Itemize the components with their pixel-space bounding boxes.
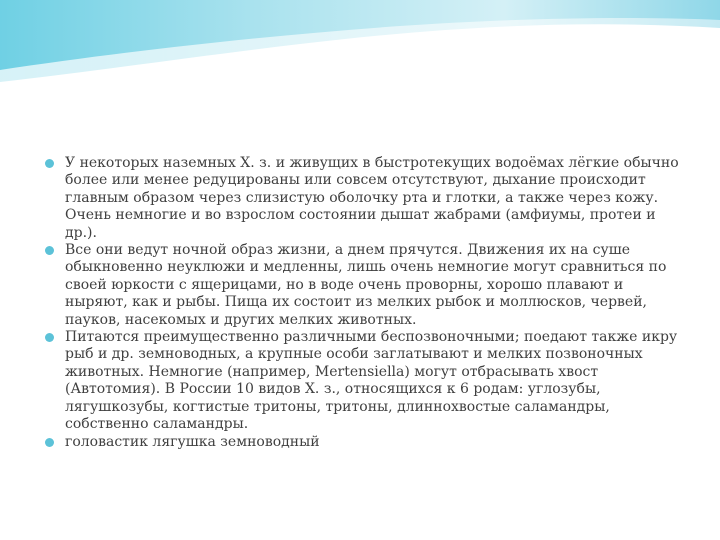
bullet-list (44, 155, 684, 451)
bullet-dot-icon (44, 158, 55, 169)
bullet-dot-icon (44, 332, 55, 343)
bullet-text: Все они ведут ночной образ жизни, а днем прячутся. Движения их на суше обыкновенно неуклюжи и медленны, лишь очень немногие могут сравниться по своей юркости с ящерицами, но в воде очень проворны, хорошо плавают и ныряют, как и рыбы. Пища их состоит из мелких рыбок и моллюсков, червей, пауков, насекомых и других мелких животных. (65, 242, 667, 328)
bullet-item (44, 434, 684, 451)
bullet-text: головастик лягушка земноводный (65, 433, 320, 450)
bullet-dot-icon (44, 437, 55, 448)
bullet-item (44, 155, 684, 242)
bullet-item (44, 329, 684, 433)
slide-content (44, 155, 684, 451)
bullet-text: Питаются преимущественно различными беспозвоночными; поедают также икру рыб и др. земноводных, а крупные особи заглатывают и мелких позвоночных животных. Немногие (например, Mertensiella) могут отбрасывать хвост (Автотомия). В России 10 видов Х. з., относящихся к 6 родам: углозубы, лягушкозубы, когтистые тритоны, тритоны, длиннохвостые саламандры, собственно саламандры. (65, 329, 678, 433)
header-wave-decoration (0, 0, 720, 110)
bullet-item (44, 242, 684, 329)
bullet-text: У некоторых наземных Х. з. и живущих в быстротекущих водоёмах лёгкие обычно более или менее редуцированы или совсем отсутствуют, дыхание происходит главным образом через слизистую оболочку рта и глотки, а также через кожу. Очень немногие и во взрослом состоянии дышат жабрами (амфиумы, протеи и др.). (65, 155, 679, 241)
bullet-dot-icon (44, 245, 55, 256)
